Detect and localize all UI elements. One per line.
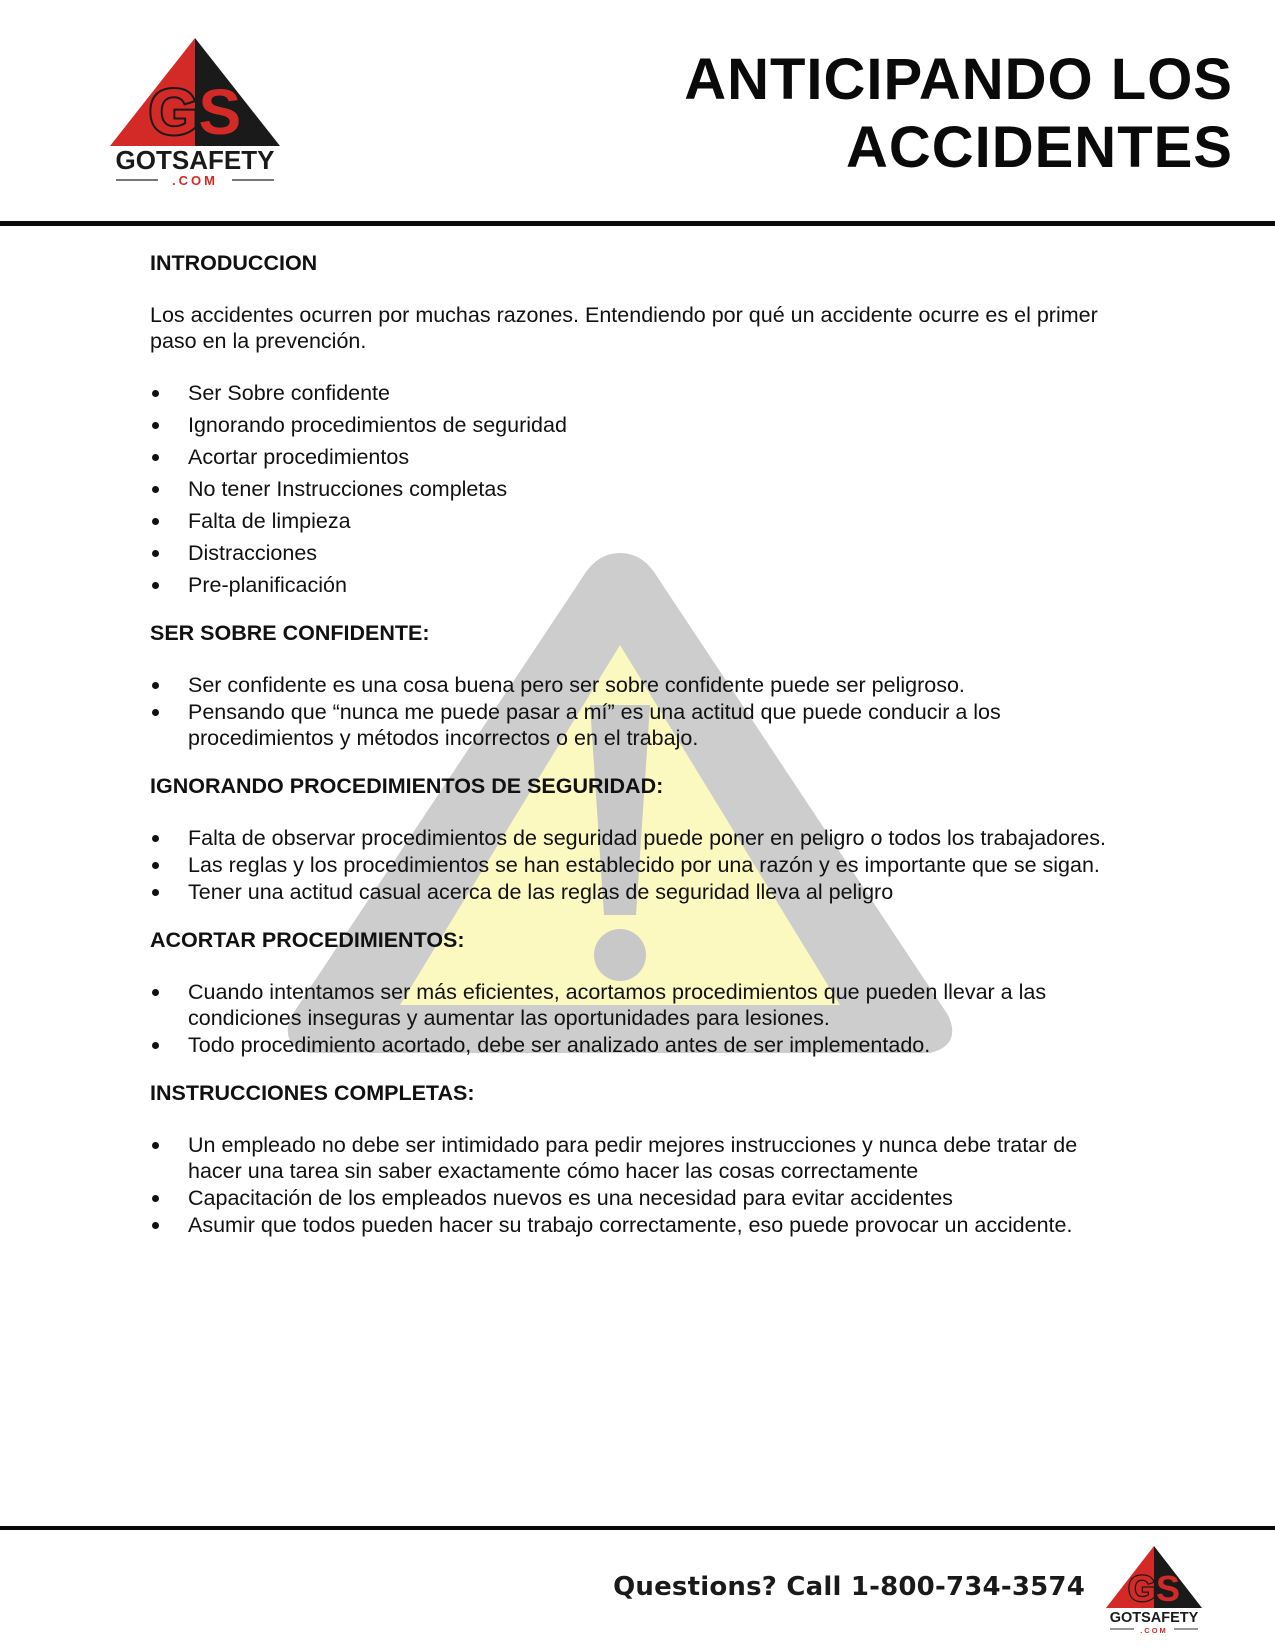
list-item: Todo procedimiento acortado, debe ser analizado antes de ser implementado. <box>150 1032 1130 1058</box>
section-heading: IGNORANDO PROCEDIMIENTOS DE SEGURIDAD: <box>150 774 664 798</box>
list-item: Falta de limpieza <box>150 508 1130 534</box>
page-title <box>533 46 1233 182</box>
list-item: Pre-planificación <box>150 572 1130 598</box>
section-heading: INTRODUCCION <box>150 251 318 275</box>
list-item: Ser Sobre confidente <box>150 380 1130 406</box>
footer-contact: Questions? Call 1-800-734-3574 <box>613 1572 1085 1602</box>
list-item: Tener una actitud casual acerca de las reglas de seguridad lleva al peligro <box>150 879 1130 905</box>
list-item: Distracciones <box>150 540 1130 566</box>
list-item: Capacitación de los empleados nuevos es una necesidad para evitar accidentes <box>150 1185 1130 1211</box>
list-item: Cuando intentamos ser más eficientes, acortamos procedimientos que pueden llevar a las condiciones inseguras y aumentar las oportunidades para lesiones. <box>150 979 1130 1031</box>
section-complete-instructions <box>150 1080 1130 1238</box>
list-item: Pensando que “nunca me puede pasar a mí” es una actitud que puede conducir a los procedimientos y métodos incorrectos o en el trabajo. <box>150 699 1130 751</box>
list-item: Ignorando procedimientos de seguridad <box>150 412 1130 438</box>
list-item: Un empleado no debe ser intimidado para pedir mejores instrucciones y nunca debe tratar de hacer una tarea sin saber exactamente cómo hacer las cosas correctamente <box>150 1132 1130 1184</box>
section-heading: INSTRUCCIONES COMPLETAS: <box>150 1081 475 1105</box>
section-introduction <box>150 250 1130 598</box>
bullet-list <box>150 825 1130 905</box>
title-line-2: ACCIDENTES <box>845 115 1233 180</box>
list-item: Las reglas y los procedimientos se han establecido por una razón y es importante que se sigan. <box>150 852 1130 878</box>
list-item: Ser confidente es una cosa buena pero ser sobre confidente puede ser peligroso. <box>150 672 1130 698</box>
section-shortcuts <box>150 927 1130 1058</box>
list-item: Asumir que todos pueden hacer su trabajo correctamente, eso puede provocar un accidente. <box>150 1212 1130 1238</box>
footer-divider <box>0 1526 1275 1530</box>
bullet-list <box>150 672 1130 751</box>
bullet-list <box>150 979 1130 1058</box>
logo-name: GOTSAFETY <box>115 145 275 175</box>
footer-logo-name: GOTSAFETY <box>1109 1610 1199 1626</box>
header-divider <box>0 221 1275 226</box>
gotsafety-logo <box>110 38 280 194</box>
document-body <box>150 250 1130 1260</box>
bullet-list <box>150 1132 1130 1238</box>
footer-logo-domain: .COM <box>1140 1626 1168 1635</box>
title-line-1: ANTICIPANDO LOS <box>684 47 1233 112</box>
logo-domain: .COM <box>172 173 218 188</box>
list-item: No tener Instrucciones completas <box>150 476 1130 502</box>
section-ignoring-procedures <box>150 773 1130 905</box>
section-heading: SER SOBRE CONFIDENTE: <box>150 621 430 645</box>
logo-letters: GS <box>148 76 242 148</box>
section-heading: ACORTAR PROCEDIMIENTOS: <box>150 928 465 952</box>
reasons-list <box>150 380 1130 598</box>
list-item: Falta de observar procedimientos de seguridad puede poner en peligro o todos los trabajadores. <box>150 825 1130 851</box>
section-overconfident <box>150 620 1130 751</box>
gotsafety-footer-logo <box>1106 1546 1202 1636</box>
intro-paragraph: Los accidentes ocurren por muchas razones. Entendiendo por qué un accidente ocurre es el primer paso en la prevención. <box>150 303 1098 353</box>
list-item: Acortar procedimientos <box>150 444 1130 470</box>
footer-logo-letters: GS <box>1127 1568 1181 1609</box>
